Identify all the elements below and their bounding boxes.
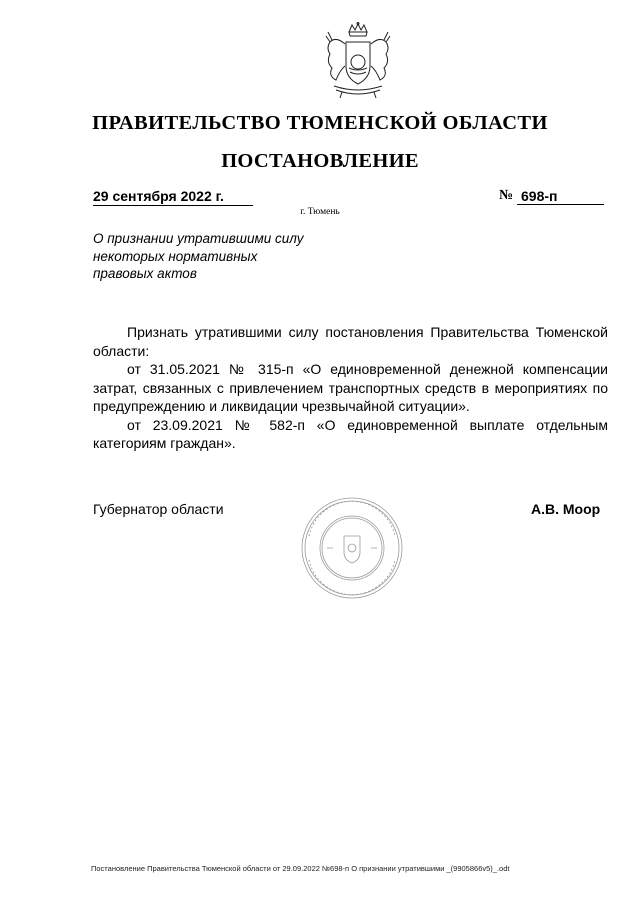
subject-line: некоторых нормативных xyxy=(93,248,258,264)
signer-name: А.В. Моор xyxy=(531,501,601,517)
official-seal-icon xyxy=(297,496,407,600)
number-label: № xyxy=(499,188,514,203)
document-date: 29 сентября 2022 г. xyxy=(93,187,253,206)
city-label: г. Тюмень xyxy=(300,207,340,217)
subject-line: О признании утратившими силу xyxy=(93,231,304,246)
coat-of-arms-icon xyxy=(316,22,400,102)
body-paragraph: от 31.05.2021 № 315-п «О единовременной денежной компенсации затрат, связанных с привлечением транспортных средств в мероприятиях по предупреждению и ликвидации чрезвычайной ситуации». xyxy=(93,361,608,414)
signer-position: Губернатор области xyxy=(93,501,224,517)
document-subject xyxy=(93,230,333,283)
document-type-title: ПОСТАНОВЛЕНИЕ xyxy=(221,150,419,172)
document-number: 698-п xyxy=(517,187,604,205)
subject-line: правовых актов xyxy=(93,266,197,281)
government-title: ПРАВИТЕЛЬСТВО ТЮМЕНСКОЙ ОБЛАСТИ xyxy=(92,112,548,134)
document-body xyxy=(93,323,608,453)
document-footer: Постановление Правительства Тюменской области от 29.09.2022 №698-п О признании утратившими _(9905866v5)_.odt xyxy=(91,864,510,873)
body-paragraph: Признать утратившими силу постановления Правительства Тюменской области: xyxy=(93,324,608,359)
body-paragraph: от 23.09.2021 № 582-п «О единовременной выплате отдельным категориям граждан». xyxy=(93,416,608,451)
